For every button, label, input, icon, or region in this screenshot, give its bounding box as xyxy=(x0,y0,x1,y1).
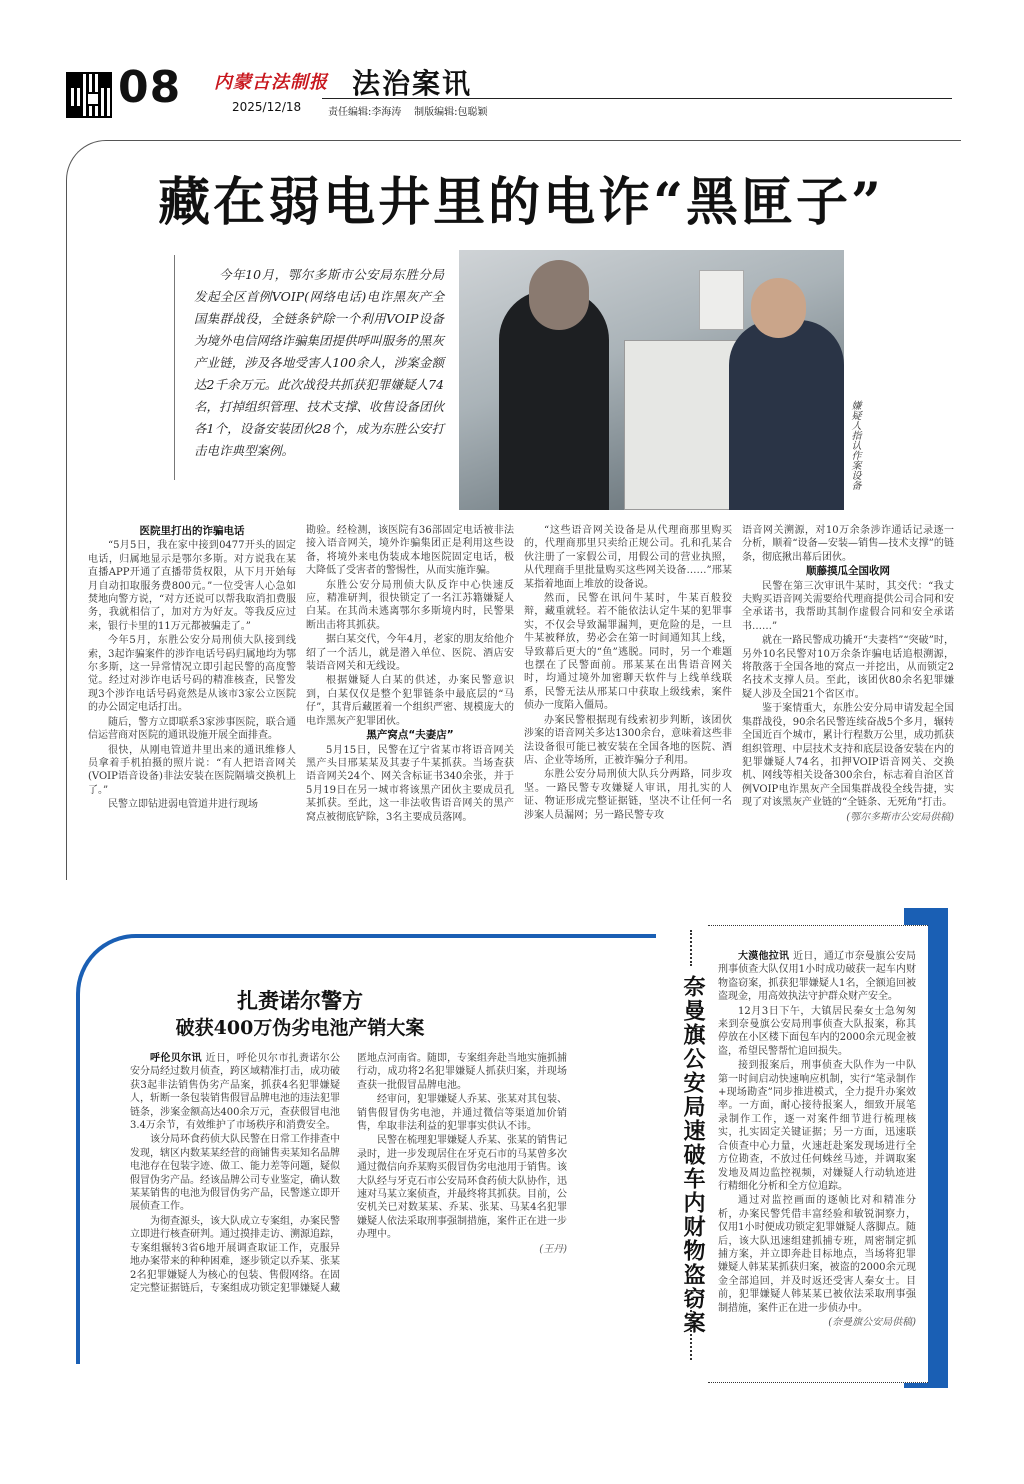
article2-col-1 xyxy=(130,1052,340,1362)
article2-col-2 xyxy=(357,1052,567,1362)
qr-code xyxy=(66,72,112,118)
paragraph-text: 近日，呼伦贝尔市扎赉诺尔公安分局经过数月侦查，跨区域精准打击，成功破获3起非法销售伪劣产品案，抓获4名犯罪嫌疑人，斩断一条包装销售假冒品牌电池的违法犯罪链条，涉案金额高达400余万元，查获假冒电池3.4万余节，有效维护了市场秩序和消费安全。 xyxy=(130,1053,340,1132)
paragraph xyxy=(718,950,916,1004)
page-number: 08 xyxy=(118,62,182,113)
byline: (鄂尔多斯市公安局供稿) xyxy=(846,811,954,823)
paragraph: 办案民警根据现有线索初步判断，该团伙涉案的语音网关多达1300余台，意味着这些非法设备很可能已被安装在全国各地的医院、酒店、企业等场所，正被诈骗分子利用。 xyxy=(524,714,732,766)
main-title: 藏在弱电井里的电诈“黑匣子” xyxy=(158,172,884,233)
paragraph: 民警在梳理犯罪嫌疑人乔某、张某的销售记录时，进一步发现居住在牙克石市的马某曾多次通过微信向乔某购买假冒伪劣电池用于销售。该大队经与牙克石市公安局环食药侦大队协作，迅速对马某立案侦查，并最终将其抓获。目前，公安机关已对数某某、乔某、张某、马某4名犯罪嫌疑人依法采取刑事强制措施，案件正在进一步办理中。 xyxy=(357,1135,567,1241)
issue-date: 2025/12/18 xyxy=(232,100,302,114)
photo-person-left-head xyxy=(529,260,589,330)
paragraph: 接到报案后，刑事侦查大队作为一中队第一时间启动快速响应机制，实行“笔录制作+现场勘查”同步推进模式，全力提升办案效率。一方面，耐心接待报案人，细致开展笔录制作工作，逐一对案件细节进行梳理核实，扎实固定关键证据；另一方面，迅速联合侦查中心力量，火速赶赴案发现场进行全方位勘查，不放过任何蛛丝马迹，并调取案发地及周边监控视频，对嫌疑人行动轨迹进行精细化分析和全方位追踪。 xyxy=(718,1060,916,1192)
article2-title-line2: 破获400万伪劣电池产销大案 xyxy=(175,1017,425,1039)
paragraph: 就在一路民警成功撬开“夫妻档”“突破”时，另外10名民警对10万余条诈骗电话追根溯源，将散落于全国各地的窝点一并挖出，从而锁定2名技术支撑人员。至此，该团伙80余名犯罪嫌疑人涉及全国21个省区市。 xyxy=(742,635,954,700)
byline: (王丹) xyxy=(539,1243,567,1255)
photo-person-right xyxy=(729,320,844,510)
paragraph: 随后，警方立即联系3家涉事医院，联合通信运营商对医院的通讯设施开展全面排查。 xyxy=(88,716,296,742)
article3-body xyxy=(718,950,916,1375)
header-rule xyxy=(322,98,952,99)
paragraph: 该分局环食药侦大队民警在日常工作排查中发现，辖区内数某某经营的商铺售卖某知名品牌电池存在包装字迹、做工、能力差等问题，疑似假冒伪劣产品。经该品牌公司专业鉴定，确认数某某销售的电池为假冒伪劣产品，民警遂立即开展侦查工作。 xyxy=(130,1134,340,1213)
paragraph: 东胜公安分局刑侦大队反诈中心快速反应，精准研判，很快锁定了一名江苏籍嫌疑人白某。在其尚未逃离鄂尔多斯境内时，民警果断出击将其抓获。 xyxy=(306,579,514,631)
lead-paragraph: 今年10月，鄂尔多斯市公安局东胜分局发起全区首例VOIP(网络电话)电诈黑灰产全国集群战役，全链条铲除一个利用VOIP设备为境外电信网络诈骗集团提供呼叫服务的黑灰产业链，涉及各地受害人100余人，涉案金额达2千余万元。此次战役共抓获犯罪嫌疑人74名，打掉组织管理、技术支撑、收售设备团伙各1个，设备安装团伙28个，成为东胜公安打击电诈典型案例。 xyxy=(194,267,445,458)
paragraph: 鉴于案情重大，东胜公安分局申请发起全国集群战役，90余名民警连续奋战5个多月，辗转全国近百个城市，累计行程数万公里，成功抓获组织管理、中层技术支持和底层设备安装在内的犯罪嫌疑人74名，扣押VOIP语音网关、交换机、网线等相关设备300余台，标志着自治区首例VOIP电诈黑灰产全国集群战役全线告捷，实现了对该黑灰产业链的“全链条、无死角”打击。 xyxy=(742,703,954,809)
paragraph: 根据嫌疑人白某的供述，办案民警意识到，白某仅仅是整个犯罪链条中最底层的“马仔”，其背后藏匿着一个组织严密、规模庞大的电诈黑灰产犯罪团伙。 xyxy=(306,675,514,727)
paragraph: 民警立即钻进弱电管道井进行现场 xyxy=(108,799,258,811)
photo-equipment-cabinet xyxy=(624,340,744,510)
paragraph-continued: 语音网关溯源，对10万余条涉诈通话记录逐一分析，顺着“设备—安装—销售—技术支撑”的链条，彻底揪出幕后团伙。 xyxy=(742,525,954,563)
sub-heading: 医院里打出的诈骗电话 xyxy=(139,525,245,537)
paragraph: 今年5月，东胜公安分局刑侦大队接到线索，3起诈骗案件的涉诈电话号码归属地均为鄂尔多斯，这一异常情况立即引起民警的高度警觉。经过对涉诈电话号码的精准核查，民警发现3个涉诈电话号码竟然是从该市3家公立医院的办公固定电话打出。 xyxy=(88,635,296,714)
article3-title: 奈曼旗公安局速破车内财物盗窃案 xyxy=(680,975,706,1335)
photo-person-right-head xyxy=(751,278,806,338)
paragraph: 据白某交代，今年4月，老家的朋友给他介绍了一个活儿，就是潜入单位、医院、酒店安装语音网关和无线设。 xyxy=(306,634,514,673)
news-photo xyxy=(459,250,844,510)
sub-heading: 黑产窝点“夫妻店” xyxy=(366,729,454,742)
main-col-3 xyxy=(524,524,732,864)
dateline: 大漠他拉讯 xyxy=(738,951,794,962)
photo-caption: 嫌疑人指认作案设备 xyxy=(849,400,860,490)
section-title: 法治案讯 xyxy=(352,67,473,100)
paragraph xyxy=(130,1052,340,1132)
editors-line: 责任编辑:李海涛 制版编辑:包聪颖 xyxy=(328,107,488,118)
sub-heading: 顺藤摸瓜全国收网 xyxy=(806,565,890,578)
paper-name-logo: 内蒙古法制报 xyxy=(214,72,328,93)
main-col-2 xyxy=(306,524,514,864)
paragraph-continued: 勘验。经检测，该医院有36部固定电话被非法接入语音网关，境外诈骗集团正是利用这些设备，将境外来电伪装成本地医院固定电话，极大降低了受害者的警惕性，从而实施诈骗。 xyxy=(306,525,514,577)
paragraph: 12月3日下午，大镇居民秦女士急匆匆来到奈曼旗公安局刑事侦查大队报案，称其停放在小区楼下面包车内的2000余元现金被盗，希望民警帮忙追回损失。 xyxy=(718,1005,916,1057)
main-col-1 xyxy=(88,524,296,864)
paragraph-continued: 匿地点河南省。随即，专案组奔赴当地实施抓捕行动，成功将2名犯罪嫌疑人抓获归案，并现场查获一批假冒品牌电池。 xyxy=(357,1053,567,1091)
paragraph: 东胜公安分局刑侦大队兵分两路，同步攻坚。一路民警专攻嫌疑人审讯，用扎实的人证、物证形成完整证据链，坚决不让任何一名涉案人员漏网；另一路民警专攻 xyxy=(524,769,732,821)
article3-dots-bottom xyxy=(690,1310,692,1360)
paragraph: 为彻查源头，该大队成立专案组，办案民警立即进行核查研判。通过摸排走访、溯源追踪，专案组辗转3省6地开展调查取证工作，克服异地办案带来的种种困难，逐步锁定以乔某、张某2名犯罪嫌疑人为核心的包装、售假网络。在固定完整证据链后，专案组成功锁定犯罪嫌疑人藏 xyxy=(130,1215,340,1294)
paragraph: 经审问，犯罪嫌疑人乔某、张某对其包装、销售假冒伪劣电池，并通过微信等渠道加价销售，牟取非法利益的犯罪事实供认不讳。 xyxy=(357,1094,567,1133)
paragraph-text: 近日，通辽市奈曼旗公安局刑事侦查大队仅用1小时成功破获一起车内财物盗窃案，抓获犯罪嫌疑人1名，全额追回被盗现金，用高效执法守护群众财产安全。 xyxy=(718,951,916,1003)
paragraph: 然而，民警在讯问牛某时，牛某百般狡辩，藏重就轻。若不能依法认定牛某的犯罪事实，不仅会导致漏罪漏判，更危险的是，一旦牛某被释放，势必会在第一时间通知其上线，导致幕后更大的“鱼”逃脱。同时，另一个难题也摆在了民警面前。邢某某在出售语音网关时，均通过境外加密聊天软件与上线单线联系，民警无法从邢某口中获取上级线索，案件侦办一度陷入僵局。 xyxy=(524,593,732,712)
dateline: 呼伦贝尔讯 xyxy=(150,1053,206,1064)
paragraph: “5月5日，我在家中接到0477开头的固定电话，归属地显示是鄂尔多斯。对方说我在某直播APP开通了直播带货权限，从下月开始每月自动扣取服务费800元。”一位受害人心急如焚地向警方说，“对方还说可以帮我取消扣费服务，我就相信了，加对方为好友。等我反应过来，银行卡里的11万元都被骗走了。” xyxy=(88,540,296,632)
article2-title-line1: 扎赉诺尔警方 xyxy=(237,988,363,1013)
main-col-4 xyxy=(742,524,954,864)
paragraph: 5月15日，民警在辽宁省某市将语音网关黑产头目邢某某及其妻子牛某抓获。当场查获语音网关24个、网关含标证书340余张，并于5月19日在另一城市将该黑产团伙主要成员孔某抓获。至此，这一非法收售语音网关的黑产窝点被彻底铲除，3名主要成员落网。 xyxy=(306,744,514,823)
article3-dots-top xyxy=(690,930,692,966)
photo-wall-box xyxy=(699,270,744,330)
paragraph: 很快，从刚电管道井里出来的通讯维修人员拿着手机拍摄的照片说：“有人把语音网关(VOIP语音设备)非法安装在医院隔墙交换机上了。” xyxy=(88,744,296,796)
paragraph: 民警在第三次审讯牛某时，其交代：“我丈夫购买语音网关需要给代理商提供公司合同和安全承诺书，我帮助其制作虚假合同和安全承诺书……” xyxy=(742,580,954,632)
byline: (奈曼旗公安局供稿) xyxy=(828,1316,916,1328)
paragraph: “这些语音网关设备是从代理商那里购买的，代理商那里只卖给正规公司。孔和孔某合伙注册了一家假公司，用假公司的营业执照，从代理商手里批量购买这些网关设备……”邢某某指着地面上堆放的设备说。 xyxy=(524,525,732,590)
paragraph: 通过对监控画面的逐帧比对和精准分析，办案民警凭借丰富经验和敏锐洞察力，仅用1小时便成功锁定犯罪嫌疑人落脚点。随后，该大队迅速组建抓捕专班，周密制定抓捕方案，并立即奔赴目标地点，当场将犯罪嫌疑人韩某某抓获归案，被盗的2000余元现金全部追回，并及时返还受害人秦女士。目前，犯罪嫌疑人韩某某已被依法采取刑事强制措施，案件正在进一步侦办中。 xyxy=(718,1195,916,1314)
